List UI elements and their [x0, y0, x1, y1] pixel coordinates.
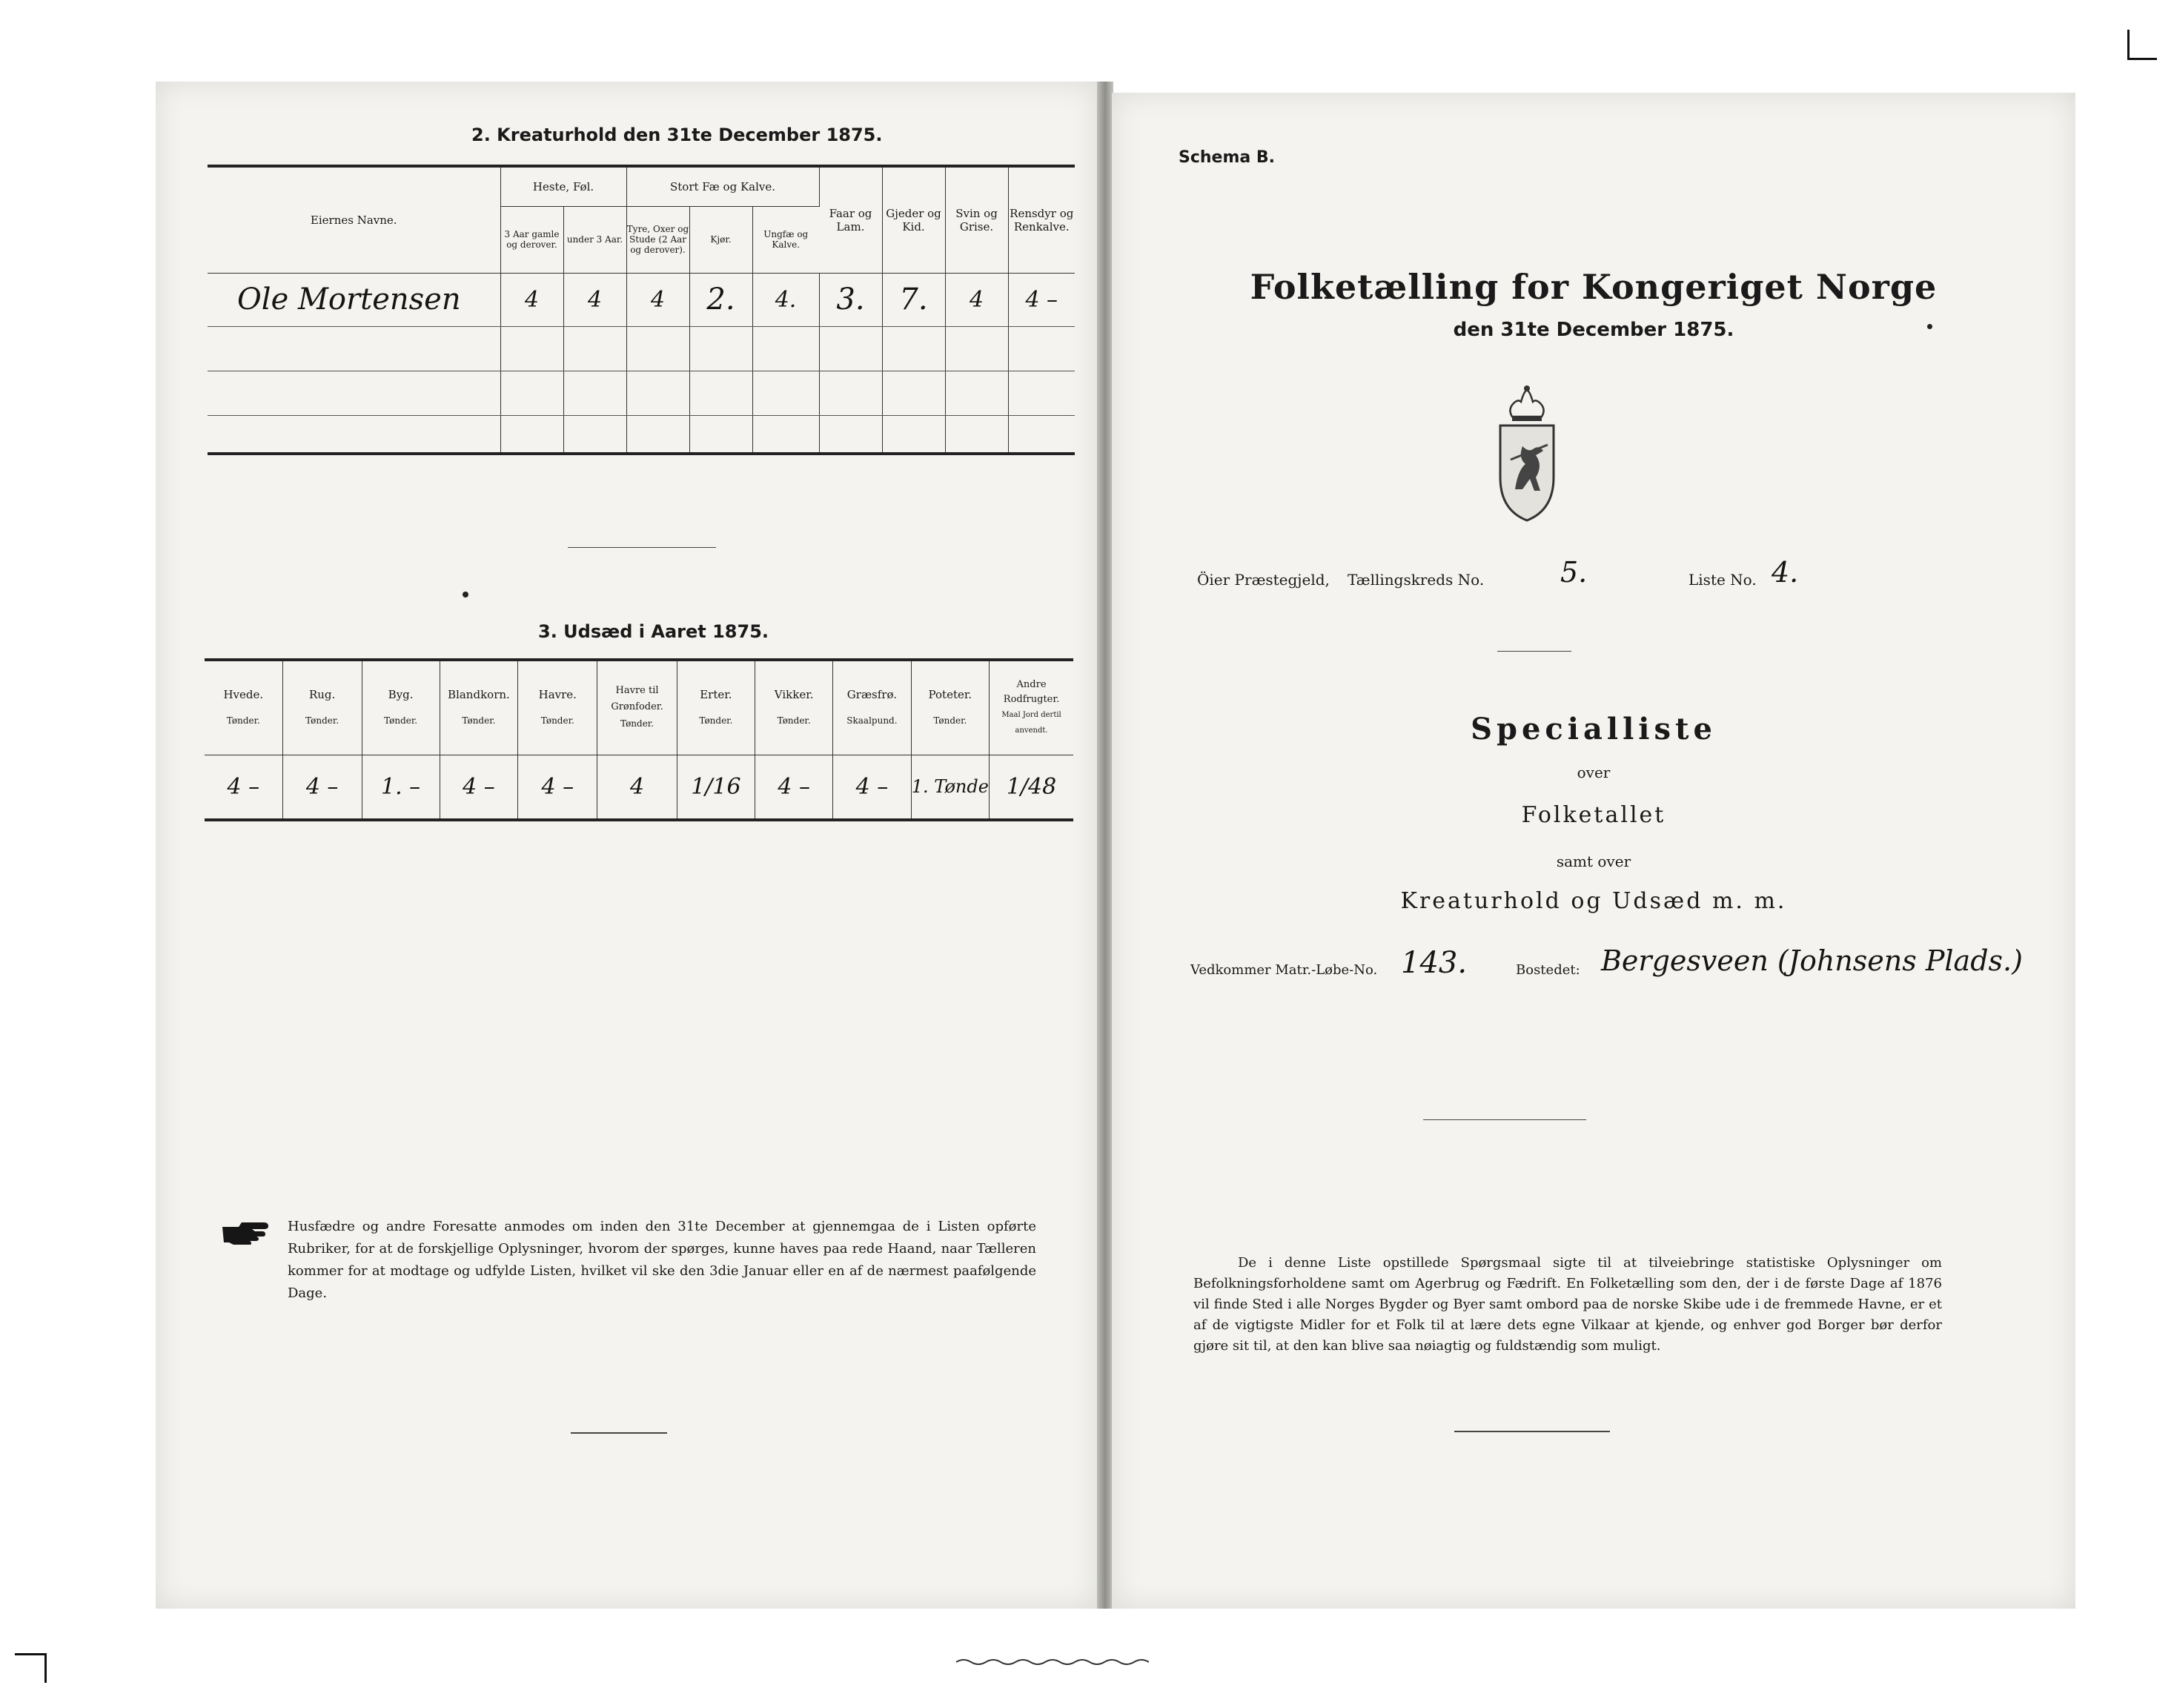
parish-label: Öier Præstegjeld,: [1197, 571, 1330, 589]
cell: 4: [500, 273, 563, 326]
coat-of-arms-icon: [1490, 378, 1564, 526]
cell: 4 –: [440, 755, 518, 820]
cell: 4: [563, 273, 626, 326]
cell: 4 –: [282, 755, 362, 820]
list-value: 4.: [1772, 556, 1799, 589]
table-row: [208, 415, 1075, 454]
page-title: Folketælling for Kongeriget Norge: [1250, 267, 1938, 307]
blandkorn-header: Blandkorn. Tønder.: [440, 660, 518, 755]
gjeder-header: Gjeder og Kid.: [882, 166, 945, 273]
divider: [1454, 1431, 1610, 1432]
ungfae-header: Ungfæ og Kalve.: [752, 206, 819, 273]
table-row: [208, 371, 1075, 415]
cell: 4 –: [205, 755, 282, 820]
faar-header: Faar og Lam.: [819, 166, 882, 273]
cell: 4: [597, 755, 677, 820]
section2-title: 2. Kreaturhold den 31te December 1875.: [471, 125, 883, 145]
pointing-hand-icon: [221, 1219, 270, 1245]
svin-header: Svin og Grise.: [945, 166, 1008, 273]
owner-header: Eiernes Navne.: [208, 166, 500, 273]
poteter-header: Poteter. Tønder.: [911, 660, 989, 755]
district-label: Tællingskreds No.: [1348, 571, 1485, 589]
bosted-label: Bostedet:: [1516, 962, 1580, 978]
cell: 4.: [752, 273, 819, 326]
ink-dot: [1927, 324, 1932, 329]
cell: 1/48: [990, 755, 1073, 820]
heste-young-header: under 3 Aar.: [563, 206, 626, 273]
divider: [571, 1432, 667, 1434]
section3-title: 3. Udsæd i Aaret 1875.: [538, 621, 769, 642]
list-label: Liste No.: [1689, 571, 1757, 589]
erter-header: Erter. Tønder.: [677, 660, 755, 755]
footnote-text: De i denne Liste opstillede Spørgsmaal sigte til at tilveiebringe statistiske Oplysninger om Befolkningsforholdene samt om Agerbrug og Fædrift. En Folketælling som den, der i de første Dage af 1876 vil finde Sted i alle Norges Bygder og Byer samt ombord paa de norske Skibe ude i de fremmede Havne, er et af de vigtigste Midler for et Folk til at lære dets egne Vilkaar at kjende, og enhver god Borger bør derfor gjøre sit til, at den kan blive saa nøiagtig og fuldstændig som muligt.: [1193, 1255, 1942, 1354]
rug-header: Rug. Tønder.: [282, 660, 362, 755]
table-row: [208, 326, 1075, 371]
page-edge-squiggle: [956, 1656, 1149, 1666]
cell: 2.: [689, 273, 752, 326]
tyre-header: Tyre, Oxer og Stude (2 Aar og derover).: [626, 206, 689, 273]
book-gutter: [1097, 82, 1113, 1609]
crop-mark-top-right: [2127, 30, 2130, 59]
bosted-value: Bergesveen (Johnsens Plads.): [1601, 944, 2023, 977]
ink-dot: [463, 592, 468, 598]
matr-value: 143.: [1401, 946, 1468, 980]
cell: 4 –: [518, 755, 597, 820]
byg-header: Byg. Tønder.: [362, 660, 440, 755]
crop-mark-bottom-left: [44, 1653, 47, 1683]
livestock-table: [208, 165, 1075, 455]
cell: 4 –: [1008, 273, 1075, 326]
matr-label: Vedkommer Matr.-Løbe-No.: [1190, 962, 1378, 978]
vikker-header: Vikker. Tønder.: [755, 660, 833, 755]
specialliste-title: Specialliste: [1471, 712, 1717, 747]
crop-mark-top-right-h: [2127, 58, 2157, 60]
divider: [1497, 651, 1571, 652]
folketallet-text: Folketallet: [1521, 802, 1666, 828]
havre-gronfoder-header: Havre til Grønfoder. Tønder.: [597, 660, 677, 755]
stort-fae-header: Stort Fæ og Kalve.: [626, 166, 819, 206]
cell: 4: [945, 273, 1008, 326]
divider: [1423, 1119, 1586, 1120]
cell: 3.: [819, 273, 882, 326]
rensdyr-header: Rensdyr og Renkalve.: [1008, 166, 1075, 273]
havre-header: Havre. Tønder.: [518, 660, 597, 755]
cell: 4 –: [833, 755, 911, 820]
cell: 7.: [882, 273, 945, 326]
hvede-header: Hvede. Tønder.: [205, 660, 282, 755]
cell: 1. Tønde: [911, 755, 989, 820]
schema-label: Schema B.: [1179, 148, 1276, 167]
heste-old-header: 3 Aar gamle og derover.: [500, 206, 563, 273]
kjor-header: Kjør.: [689, 206, 752, 273]
rodfrugter-header: Andre Rodfrugter. Maal Jord dertil anvendt.: [990, 660, 1073, 755]
kreaturhold-text: Kreaturhold og Udsæd m. m.: [1400, 888, 1787, 914]
page-subtitle: den 31te December 1875.: [1453, 319, 1734, 341]
over-text: over: [1577, 764, 1611, 781]
cell: 4: [626, 273, 689, 326]
samt-over-text: samt over: [1556, 853, 1631, 870]
table-row: [205, 755, 1073, 820]
table-row: [208, 273, 1075, 326]
owner-name: Ole Mortensen: [208, 273, 500, 326]
district-value: 5.: [1560, 556, 1588, 589]
notice-text: Husfædre og andre Foresatte anmodes om inden den 31te December at gjennemgaa de i Listen opførte Rubriker, for at de forskjellige Oplysninger, hvorom der spørges, kunne haves paa rede Haand, naar Tælleren kommer for at modtage og udfylde Listen, hvilket vil ske den 3die Januar eller en af de nærmest paafølgende Dage.: [288, 1219, 1036, 1301]
divider: [568, 547, 716, 548]
heste-header: Heste, Føl.: [500, 166, 626, 206]
graesfro-header: Græsfrø. Skaalpund.: [833, 660, 911, 755]
cell: 1/16: [677, 755, 755, 820]
crop-mark-bottom-left-h: [15, 1653, 46, 1655]
seed-table: [205, 658, 1073, 821]
cell: 1. –: [362, 755, 440, 820]
cell: 4 –: [755, 755, 833, 820]
